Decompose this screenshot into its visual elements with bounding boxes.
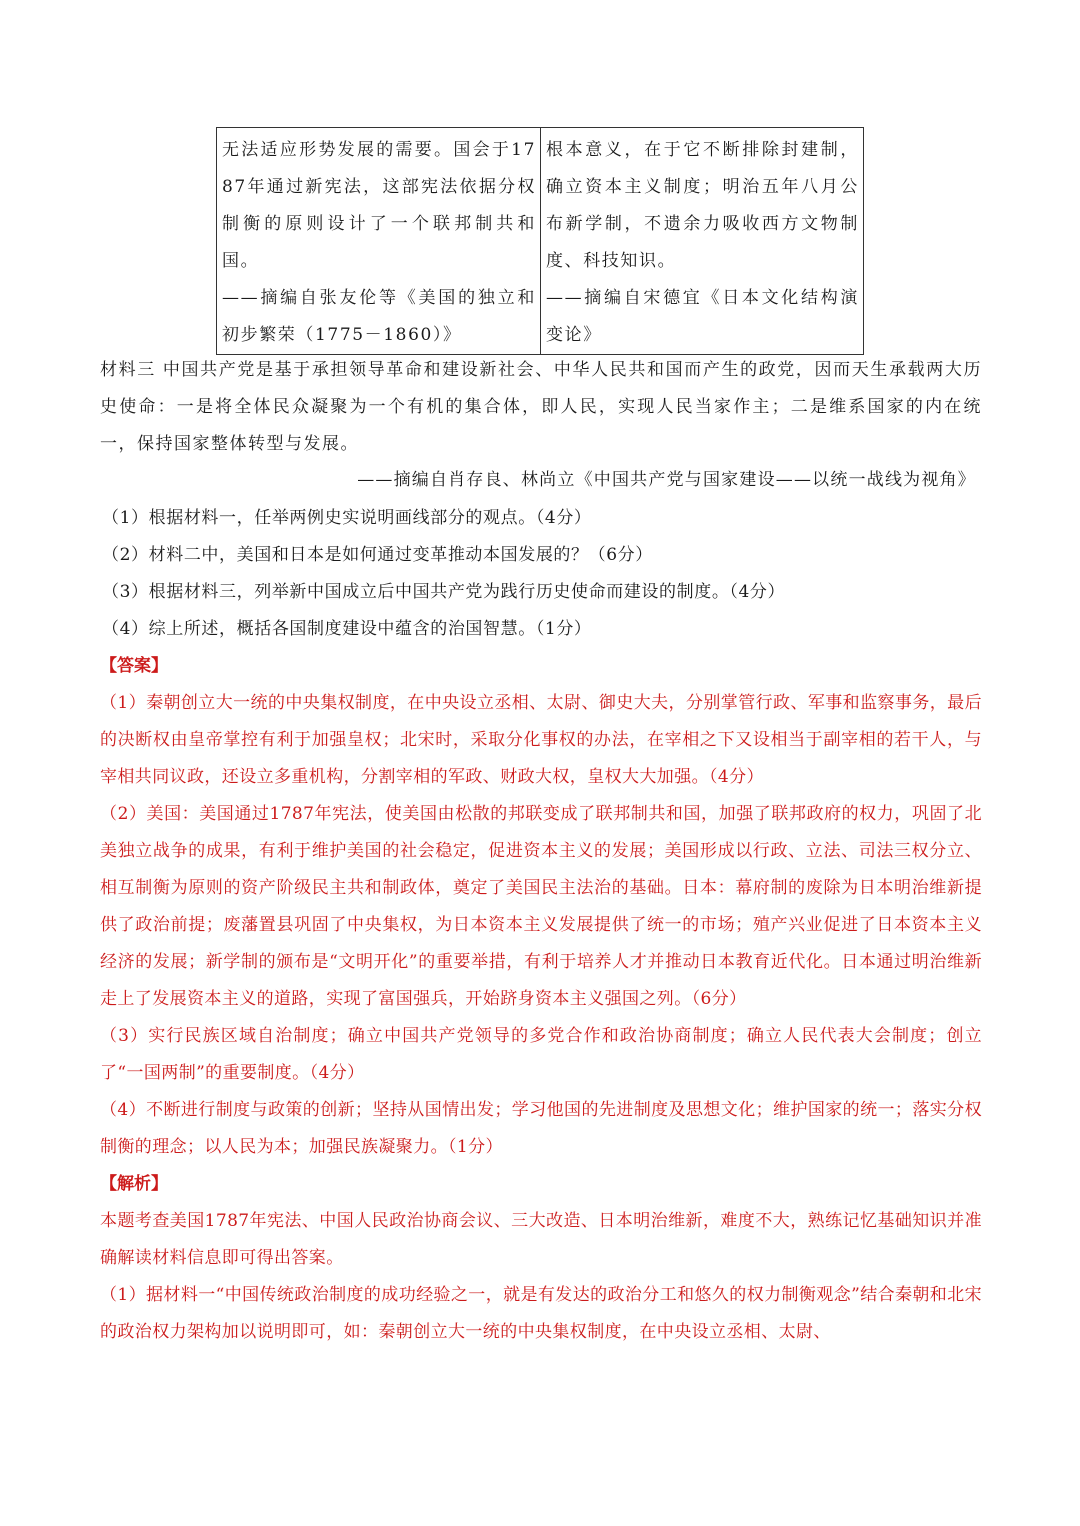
question-item: （1）根据材料一，任举两例史实说明画线部分的观点。（4分） bbox=[102, 508, 592, 528]
analysis-item: （1）据材料一“中国传统政治制度的成功经验之一，就是有发达的政治分工和悠久的权力制衡观念”结合秦朝和北宋的政治权力架构加以说明即可，如：秦朝创立大一统的中央集权制度，在中央设立丞相、太尉、 bbox=[100, 1285, 982, 1342]
analysis-item: 本题考查美国1787年宪法、中国人民政治协商会议、三大改造、日本明治维新，难度不大，熟练记忆基础知识并准确解读材料信息即可得出答案。 bbox=[100, 1211, 982, 1268]
material-three-text: 材料三 中国共产党是基于承担领导革命和建设新社会、中华人民共和国而产生的政党，因而天生承载两大历史使命：一是将全体民众凝聚为一个有机的集合体，即人民，实现人民当家作主；二是维系国家的内在统一，保持国家整体转型与发展。 bbox=[100, 360, 982, 454]
question-item: （2）材料二中，美国和日本是如何通过变革推动本国发展的？（6分） bbox=[102, 545, 653, 565]
answer-heading: 【答案】 bbox=[100, 656, 168, 676]
question-item: （4）综上所述，概括各国制度建设中蕴含的治国智慧。（1分） bbox=[102, 619, 592, 639]
answer-item: （3）实行民族区域自治制度；确立中国共产党领导的多党合作和政治协商制度；确立人民代表大会制度；创立了“一国两制”的重要制度。（4分） bbox=[100, 1026, 982, 1083]
material-three-source: ——摘编自肖存良、林尚立《中国共产党与国家建设——以统一战线为视角》 bbox=[357, 470, 976, 490]
material-three bbox=[100, 352, 982, 463]
material-table bbox=[216, 127, 864, 355]
table-cell-source: ——摘编自宋德宜《日本文化结构演变论》 bbox=[546, 288, 859, 345]
answer-section bbox=[100, 648, 982, 1351]
table-cell-text: 无法适应形势发展的需要。国会于1787年通过新宪法，这部宪法依据分权制衡的原则设计了一个联邦制共和国。 bbox=[222, 140, 536, 271]
table-cell-text: 根本意义，在于它不断排除封建制，确立资本主义制度；明治五年八月公布新学制，不遗余力吸收西方文物制度、科技知识。 bbox=[546, 140, 859, 271]
question-item: （3）根据材料三，列举新中国成立后中国共产党为践行历史使命而建设的制度。（4分） bbox=[102, 582, 786, 602]
table-cell-japan bbox=[540, 128, 863, 354]
answer-item: （2）美国：美国通过1787年宪法，使美国由松散的邦联变成了联邦制共和国，加强了联邦政府的权力，巩固了北美独立战争的成果，有利于维护美国的社会稳定，促进资本主义的发展；美国形成以行政、立法、司法三权分立、相互制衡为原则的资产阶级民主共和制政体，奠定了美国民主法治的基础。日本：幕府制的废除为日本明治维新提供了政治前提；废藩置县巩固了中央集权，为日本资本主义发展提供了统一的市场；殖产兴业促进了日本资本主义经济的发展；新学制的颁布是“文明开化”的重要举措，有利于培养人才并推动日本教育近代化。日本通过明治维新走上了发展资本主义的道路，实现了富国强兵，开始跻身资本主义强国之列。（6分） bbox=[100, 804, 982, 1009]
table-cell-source: ——摘编自张友伦等《美国的独立和初步繁荣（1775－1860）》 bbox=[222, 288, 536, 345]
question-list bbox=[102, 500, 982, 648]
answer-item: （1）秦朝创立大一统的中央集权制度，在中央设立丞相、太尉、御史大夫，分别掌管行政、军事和监察事务，最后的决断权由皇帝掌控有利于加强皇权；北宋时，采取分化事权的办法，在宰相之下又设相当于副宰相的若干人，与宰相共同议政，还设立多重机构，分割宰相的军政、财政大权，皇权大大加强。（4分） bbox=[100, 693, 982, 787]
analysis-heading: 【解析】 bbox=[100, 1174, 168, 1194]
table-cell-usa bbox=[217, 128, 540, 354]
answer-item: （4）不断进行制度与政策的创新；坚持从国情出发；学习他国的先进制度及思想文化；维护国家的统一；落实分权制衡的理念；以人民为本；加强民族凝聚力。（1分） bbox=[100, 1100, 982, 1157]
